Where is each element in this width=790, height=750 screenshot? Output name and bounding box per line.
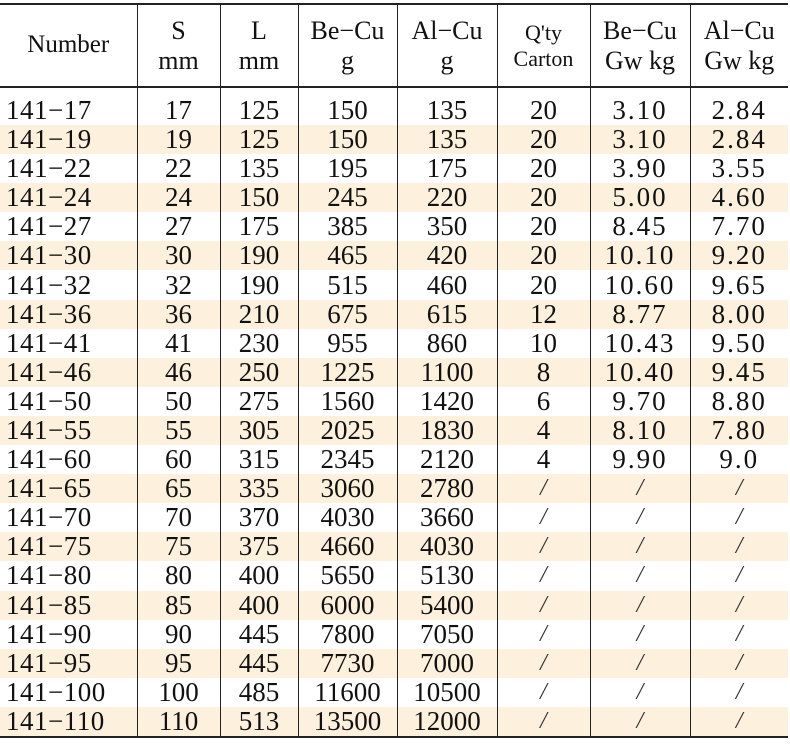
cell-al-cu-gw: 3.55 bbox=[690, 154, 788, 183]
cell-s-mm: 110 bbox=[137, 707, 220, 737]
cell-l-mm: 335 bbox=[220, 474, 298, 503]
cell-qty-carton: / bbox=[497, 591, 590, 620]
cell-al-cu-g: 175 bbox=[397, 154, 497, 183]
cell-al-cu-gw: / bbox=[690, 532, 788, 561]
cell-al-cu-g: 4030 bbox=[397, 532, 497, 561]
cell-al-cu-g: 135 bbox=[397, 125, 497, 154]
cell-be-cu-g: 675 bbox=[298, 300, 397, 329]
table-row bbox=[0, 474, 788, 503]
cell-al-cu-g: 460 bbox=[397, 270, 497, 299]
cell-be-cu-gw: / bbox=[590, 532, 690, 561]
table-row bbox=[0, 183, 788, 212]
cell-l-mm: 375 bbox=[220, 532, 298, 561]
cell-al-cu-g: 5130 bbox=[397, 561, 497, 590]
cell-qty-carton: 12 bbox=[497, 300, 590, 329]
table-row bbox=[0, 125, 788, 154]
table-row bbox=[0, 270, 788, 299]
table-row bbox=[0, 358, 788, 387]
cell-s-mm: 41 bbox=[137, 329, 220, 358]
cell-number: 141−27 bbox=[6, 211, 92, 242]
cell-be-cu-gw: 3.10 bbox=[590, 125, 690, 154]
cell-be-cu-gw: 10.10 bbox=[590, 241, 690, 270]
cell-qty-carton: 20 bbox=[497, 154, 590, 183]
cell-number: 141−60 bbox=[6, 444, 92, 475]
cell-s-mm: 50 bbox=[137, 387, 220, 416]
cell-be-cu-gw: 3.90 bbox=[590, 154, 690, 183]
cell-s-mm: 19 bbox=[137, 125, 220, 154]
cell-l-mm: 190 bbox=[220, 241, 298, 270]
cell-be-cu-gw: / bbox=[590, 649, 690, 678]
cell-number: 141−75 bbox=[6, 531, 92, 562]
cell-al-cu-g: 5400 bbox=[397, 591, 497, 620]
cell-be-cu-g: 2345 bbox=[298, 445, 397, 474]
cell-number: 141−32 bbox=[6, 269, 92, 300]
cell-number: 141−19 bbox=[6, 124, 92, 155]
cell-al-cu-gw: 2.84 bbox=[690, 87, 788, 125]
cell-qty-carton: 6 bbox=[497, 387, 590, 416]
header-qty-carton: Q'ty Carton bbox=[497, 4, 590, 87]
cell-number: 141−110 bbox=[0, 707, 137, 737]
cell-al-cu-gw: 9.20 bbox=[690, 241, 788, 270]
cell-al-cu-gw: / bbox=[690, 591, 788, 620]
cell-number: 141−100 bbox=[6, 676, 106, 707]
cell-qty-carton: / bbox=[497, 678, 590, 707]
cell-al-cu-g: 420 bbox=[397, 241, 497, 270]
cell-qty-carton: 4 bbox=[497, 445, 590, 474]
cell-al-cu-g: 2120 bbox=[397, 445, 497, 474]
cell-qty-carton: 8 bbox=[497, 358, 590, 387]
cell-s-mm: 70 bbox=[137, 503, 220, 532]
header-be-cu-gw: Be−Cu Gw kg bbox=[590, 4, 690, 87]
cell-al-cu-gw: / bbox=[690, 678, 788, 707]
cell-be-cu-g: 2025 bbox=[298, 416, 397, 445]
cell-number: 141−65 bbox=[6, 473, 92, 504]
cell-al-cu-gw: 9.65 bbox=[690, 270, 788, 299]
cell-number: 141−22 bbox=[6, 153, 92, 184]
cell-al-cu-gw: / bbox=[690, 503, 788, 532]
cell-al-cu-g: 7000 bbox=[397, 649, 497, 678]
cell-s-mm: 90 bbox=[137, 620, 220, 649]
cell-l-mm: 400 bbox=[220, 591, 298, 620]
table-row bbox=[0, 620, 788, 649]
cell-al-cu-gw: / bbox=[690, 474, 788, 503]
cell-s-mm: 36 bbox=[137, 300, 220, 329]
table-row bbox=[0, 416, 788, 445]
cell-be-cu-g: 955 bbox=[298, 329, 397, 358]
cell-qty-carton: 20 bbox=[497, 125, 590, 154]
table-row bbox=[0, 387, 788, 416]
cell-s-mm: 80 bbox=[137, 561, 220, 590]
cell-l-mm: 315 bbox=[220, 445, 298, 474]
cell-number: 141−36 bbox=[6, 298, 92, 329]
header-be-cu-g: Be−Cu g bbox=[298, 4, 397, 87]
cell-number: 141−50 bbox=[6, 385, 92, 416]
cell-qty-carton: / bbox=[497, 649, 590, 678]
cell-al-cu-gw: / bbox=[690, 620, 788, 649]
cell-al-cu-g: 1830 bbox=[397, 416, 497, 445]
cell-l-mm: 275 bbox=[220, 387, 298, 416]
cell-al-cu-gw: 9.0 bbox=[690, 445, 788, 474]
cell-number: 141−41 bbox=[6, 327, 92, 358]
cell-l-mm: 210 bbox=[220, 300, 298, 329]
cell-qty-carton: 20 bbox=[497, 87, 590, 125]
cell-be-cu-gw: / bbox=[590, 620, 690, 649]
cell-al-cu-g: 10500 bbox=[397, 678, 497, 707]
table-row bbox=[0, 241, 788, 270]
cell-al-cu-g: 12000 bbox=[397, 707, 497, 737]
cell-be-cu-gw: / bbox=[590, 678, 690, 707]
cell-al-cu-gw: 8.80 bbox=[690, 387, 788, 416]
table-row bbox=[0, 649, 788, 678]
header-al-cu-gw: Al−Cu Gw kg bbox=[690, 4, 788, 87]
cell-be-cu-g: 7730 bbox=[298, 649, 397, 678]
cell-be-cu-g: 5650 bbox=[298, 561, 397, 590]
cell-number: 141−70 bbox=[6, 502, 92, 533]
cell-qty-carton: 20 bbox=[497, 270, 590, 299]
cell-be-cu-g: 1560 bbox=[298, 387, 397, 416]
cell-be-cu-gw: / bbox=[590, 503, 690, 532]
cell-l-mm: 135 bbox=[220, 154, 298, 183]
cell-s-mm: 22 bbox=[137, 154, 220, 183]
cell-number: 141−95 bbox=[6, 647, 92, 678]
cell-qty-carton: / bbox=[497, 707, 590, 737]
header-l-mm: L mm bbox=[220, 4, 298, 87]
cell-al-cu-g: 2780 bbox=[397, 474, 497, 503]
cell-l-mm: 150 bbox=[220, 183, 298, 212]
cell-qty-carton: / bbox=[497, 620, 590, 649]
cell-s-mm: 100 bbox=[137, 678, 220, 707]
cell-l-mm: 125 bbox=[220, 87, 298, 125]
cell-number: 141−80 bbox=[6, 560, 92, 591]
cell-s-mm: 24 bbox=[137, 183, 220, 212]
cell-al-cu-g: 220 bbox=[397, 183, 497, 212]
table-row bbox=[0, 678, 788, 707]
table-row bbox=[0, 154, 788, 183]
cell-qty-carton: / bbox=[497, 532, 590, 561]
cell-al-cu-g: 350 bbox=[397, 212, 497, 241]
cell-s-mm: 30 bbox=[137, 241, 220, 270]
table-row bbox=[0, 591, 788, 620]
cell-be-cu-g: 515 bbox=[298, 270, 397, 299]
cell-s-mm: 85 bbox=[137, 591, 220, 620]
cell-be-cu-g: 245 bbox=[298, 183, 397, 212]
table-header bbox=[0, 4, 788, 87]
cell-l-mm: 400 bbox=[220, 561, 298, 590]
cell-al-cu-gw: 7.70 bbox=[690, 212, 788, 241]
cell-l-mm: 190 bbox=[220, 270, 298, 299]
cell-be-cu-g: 385 bbox=[298, 212, 397, 241]
cell-be-cu-g: 195 bbox=[298, 154, 397, 183]
cell-be-cu-g: 3060 bbox=[298, 474, 397, 503]
table-row bbox=[0, 532, 788, 561]
cell-qty-carton: 4 bbox=[497, 416, 590, 445]
cell-number: 141−17 bbox=[6, 95, 92, 125]
cell-number: 141−90 bbox=[6, 618, 92, 649]
cell-s-mm: 17 bbox=[137, 87, 220, 125]
cell-s-mm: 95 bbox=[137, 649, 220, 678]
cell-al-cu-g: 1420 bbox=[397, 387, 497, 416]
cell-al-cu-gw: / bbox=[690, 649, 788, 678]
cell-number: 141−24 bbox=[6, 182, 92, 213]
table-row bbox=[0, 329, 788, 358]
spec-table bbox=[0, 3, 788, 738]
cell-s-mm: 60 bbox=[137, 445, 220, 474]
cell-be-cu-gw: / bbox=[590, 561, 690, 590]
cell-s-mm: 65 bbox=[137, 474, 220, 503]
cell-be-cu-gw: 8.10 bbox=[590, 416, 690, 445]
header-number: Number bbox=[0, 4, 137, 87]
cell-qty-carton: / bbox=[497, 474, 590, 503]
cell-s-mm: 46 bbox=[137, 358, 220, 387]
cell-be-cu-g: 1225 bbox=[298, 358, 397, 387]
cell-be-cu-g: 6000 bbox=[298, 591, 397, 620]
cell-l-mm: 513 bbox=[220, 707, 298, 737]
cell-be-cu-gw: / bbox=[590, 474, 690, 503]
cell-al-cu-g: 860 bbox=[397, 329, 497, 358]
cell-l-mm: 125 bbox=[220, 125, 298, 154]
cell-be-cu-g: 150 bbox=[298, 125, 397, 154]
cell-al-cu-gw: / bbox=[690, 707, 788, 737]
cell-be-cu-gw: / bbox=[590, 591, 690, 620]
cell-be-cu-g: 4030 bbox=[298, 503, 397, 532]
cell-qty-carton: 20 bbox=[497, 241, 590, 270]
cell-al-cu-gw: 8.00 bbox=[690, 300, 788, 329]
cell-l-mm: 370 bbox=[220, 503, 298, 532]
cell-al-cu-g: 1100 bbox=[397, 358, 497, 387]
cell-l-mm: 445 bbox=[220, 620, 298, 649]
cell-be-cu-gw: 10.60 bbox=[590, 270, 690, 299]
cell-al-cu-g: 3660 bbox=[397, 503, 497, 532]
cell-be-cu-g: 7800 bbox=[298, 620, 397, 649]
header-s-mm: S mm bbox=[137, 4, 220, 87]
table-row bbox=[0, 445, 788, 474]
cell-qty-carton: 20 bbox=[497, 212, 590, 241]
header-al-cu-g: Al−Cu g bbox=[397, 4, 497, 87]
cell-al-cu-gw: 2.84 bbox=[690, 125, 788, 154]
header-row bbox=[0, 4, 788, 87]
cell-l-mm: 250 bbox=[220, 358, 298, 387]
cell-l-mm: 230 bbox=[220, 329, 298, 358]
table-row bbox=[0, 707, 788, 737]
cell-be-cu-gw: 8.77 bbox=[590, 300, 690, 329]
cell-qty-carton: 20 bbox=[497, 183, 590, 212]
cell-be-cu-g: 13500 bbox=[298, 707, 397, 737]
table-row bbox=[0, 503, 788, 532]
cell-al-cu-g: 615 bbox=[397, 300, 497, 329]
cell-be-cu-gw: 5.00 bbox=[590, 183, 690, 212]
cell-s-mm: 27 bbox=[137, 212, 220, 241]
cell-al-cu-g: 135 bbox=[397, 87, 497, 125]
cell-number: 141−55 bbox=[6, 414, 92, 445]
cell-be-cu-gw: 3.10 bbox=[590, 87, 690, 125]
cell-number: 141−85 bbox=[6, 589, 92, 620]
cell-al-cu-g: 7050 bbox=[397, 620, 497, 649]
cell-be-cu-g: 11600 bbox=[298, 678, 397, 707]
cell-l-mm: 175 bbox=[220, 212, 298, 241]
cell-be-cu-g: 4660 bbox=[298, 532, 397, 561]
cell-be-cu-g: 150 bbox=[298, 87, 397, 125]
cell-al-cu-gw: / bbox=[690, 561, 788, 590]
cell-s-mm: 55 bbox=[137, 416, 220, 445]
cell-qty-carton: 10 bbox=[497, 329, 590, 358]
cell-be-cu-gw: 9.70 bbox=[590, 387, 690, 416]
cell-be-cu-gw: 10.43 bbox=[590, 329, 690, 358]
cell-l-mm: 305 bbox=[220, 416, 298, 445]
cell-be-cu-gw: / bbox=[590, 707, 690, 737]
table-row bbox=[0, 561, 788, 590]
table-row bbox=[0, 87, 788, 125]
table-body bbox=[0, 87, 788, 737]
cell-be-cu-g: 465 bbox=[298, 241, 397, 270]
cell-qty-carton: / bbox=[497, 561, 590, 590]
cell-l-mm: 445 bbox=[220, 649, 298, 678]
table-row bbox=[0, 212, 788, 241]
cell-s-mm: 75 bbox=[137, 532, 220, 561]
cell-be-cu-gw: 10.40 bbox=[590, 358, 690, 387]
cell-qty-carton: / bbox=[497, 503, 590, 532]
cell-al-cu-gw: 9.45 bbox=[690, 358, 788, 387]
cell-al-cu-gw: 9.50 bbox=[690, 329, 788, 358]
cell-l-mm: 485 bbox=[220, 678, 298, 707]
cell-number: 141−46 bbox=[6, 356, 92, 387]
table-row bbox=[0, 300, 788, 329]
cell-al-cu-gw: 4.60 bbox=[690, 183, 788, 212]
cell-be-cu-gw: 9.90 bbox=[590, 445, 690, 474]
cell-be-cu-gw: 8.45 bbox=[590, 212, 690, 241]
cell-number: 141−30 bbox=[6, 240, 92, 271]
cell-s-mm: 32 bbox=[137, 270, 220, 299]
cell-al-cu-gw: 7.80 bbox=[690, 416, 788, 445]
